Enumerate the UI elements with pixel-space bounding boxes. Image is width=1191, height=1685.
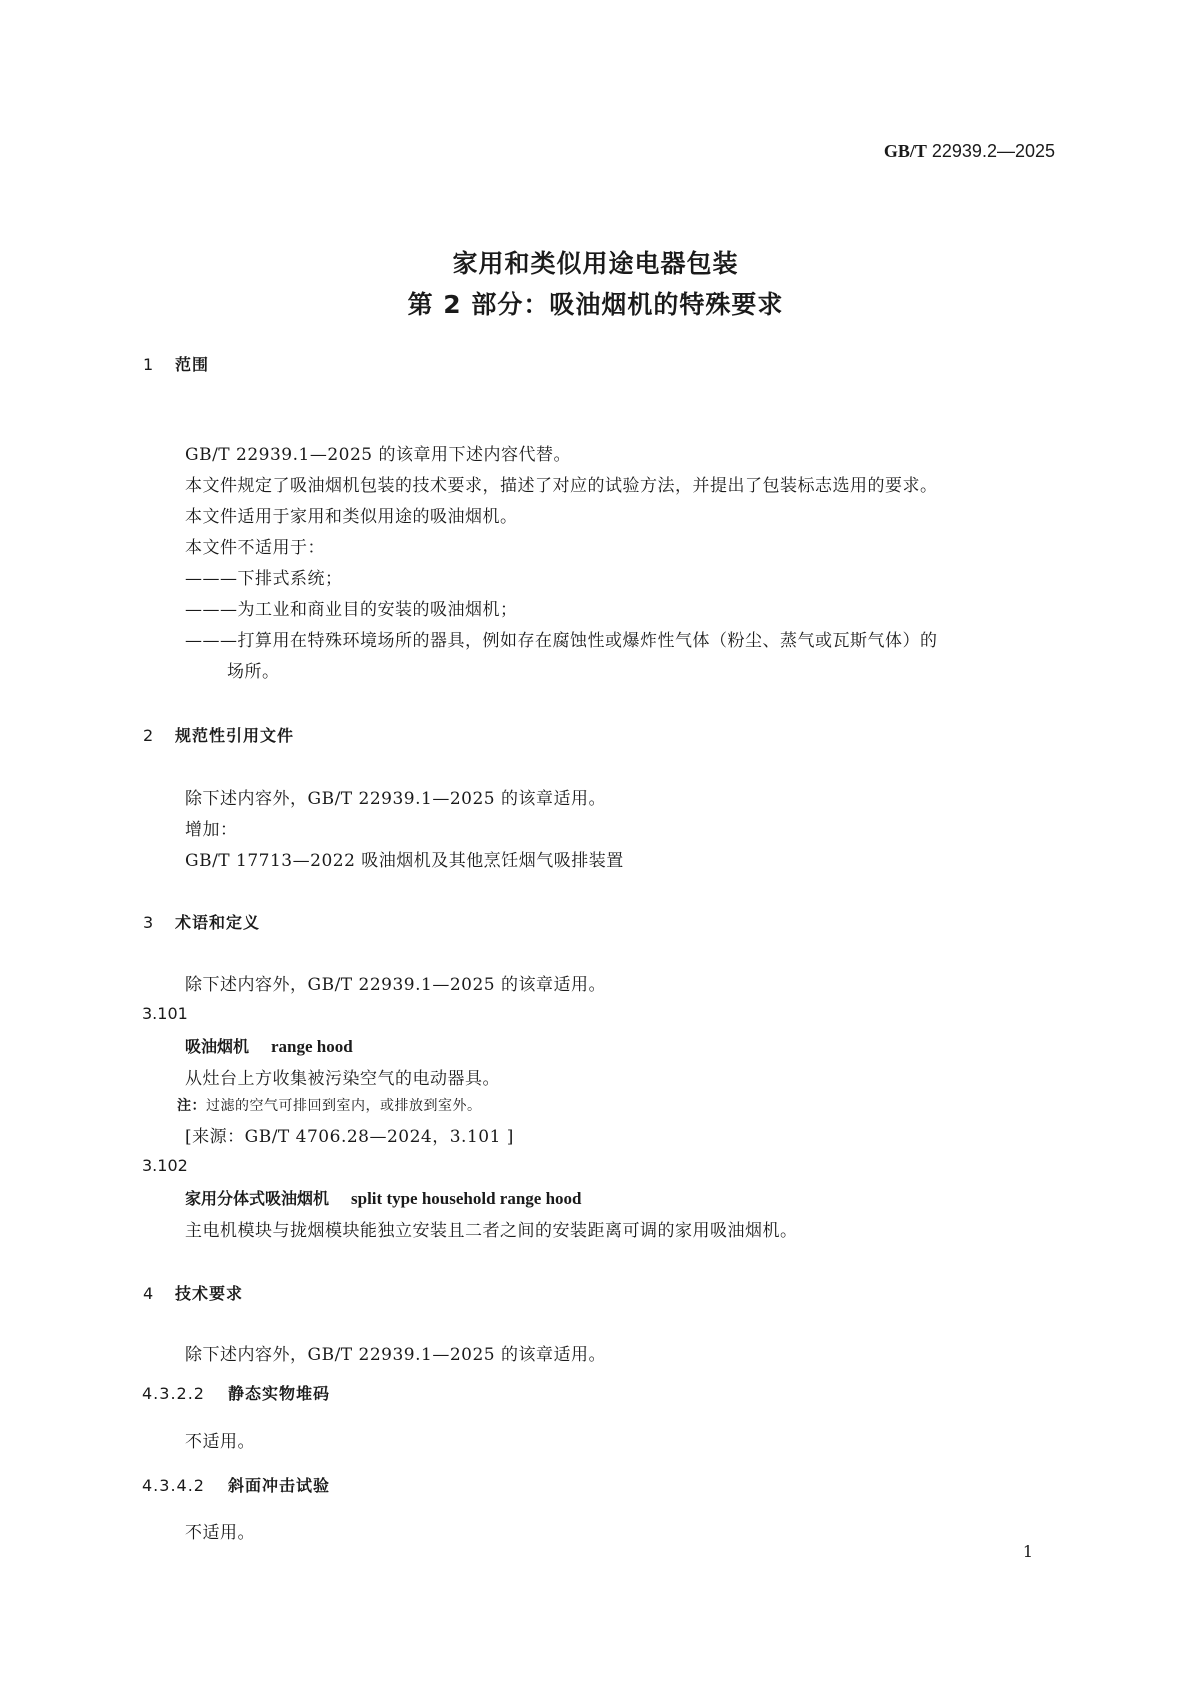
section-title: 技术要求 bbox=[175, 1284, 244, 1303]
paragraph: 本文件规定了吸油烟机包装的技术要求，描述了对应的试验方法，并提出了包装标志选用的要求。 bbox=[185, 476, 938, 496]
section-2-heading bbox=[143, 723, 294, 746]
term-note bbox=[177, 1095, 482, 1115]
document-title-line1: 家用和类似用途电器包装 bbox=[452, 249, 739, 278]
note-label: 注： bbox=[177, 1098, 206, 1114]
term-cn: 吸油烟机 bbox=[185, 1037, 250, 1056]
term-definition: 主电机模块与拢烟模块能独立安装且二者之间的安装距离可调的家用吸油烟机。 bbox=[185, 1221, 798, 1241]
section-title: 范围 bbox=[175, 355, 210, 374]
standard-prefix: GB/T bbox=[883, 141, 927, 161]
paragraph: 除下述内容外，GB/T 22939.1—2025 的该章适用。 bbox=[185, 1345, 607, 1365]
list-item: ———为工业和商业目的安装的吸油烟机； bbox=[185, 600, 518, 620]
list-item: ———打算用在特殊环境场所的器具，例如存在腐蚀性或爆炸性气体（粉尘、蒸气或瓦斯气体）的 bbox=[185, 631, 938, 651]
subsection-title: 静态实物堆码 bbox=[228, 1384, 331, 1403]
section-3-heading bbox=[143, 910, 260, 933]
subsection-heading bbox=[142, 1473, 330, 1496]
paragraph: 不适用。 bbox=[185, 1432, 255, 1452]
section-4-heading bbox=[143, 1281, 243, 1304]
standard-number bbox=[884, 141, 1055, 162]
term-name bbox=[185, 1186, 582, 1209]
section-number: 4 bbox=[143, 1284, 155, 1303]
term-en: split type household range hood bbox=[351, 1189, 582, 1208]
list-item-continuation: 场所。 bbox=[227, 662, 280, 682]
paragraph: 除下述内容外，GB/T 22939.1—2025 的该章适用。 bbox=[185, 975, 607, 995]
note-text: 过滤的空气可排回到室内，或排放到室外。 bbox=[206, 1098, 482, 1114]
section-title: 规范性引用文件 bbox=[175, 726, 295, 745]
section-number: 1 bbox=[143, 355, 155, 374]
section-title: 术语和定义 bbox=[175, 913, 261, 932]
page-number: 1 bbox=[1022, 1542, 1033, 1561]
section-number: 3 bbox=[143, 913, 155, 932]
term-cn: 家用分体式吸油烟机 bbox=[185, 1189, 330, 1208]
paragraph: 本文件适用于家用和类似用途的吸油烟机。 bbox=[185, 507, 518, 527]
standard-code: 22939.2—2025 bbox=[931, 141, 1055, 161]
document-title-line2: 第 2 部分：吸油烟机的特殊要求 bbox=[407, 290, 784, 319]
list-item: ———下排式系统； bbox=[185, 569, 343, 589]
subsection-number: 4.3.2.2 bbox=[142, 1384, 205, 1403]
section-number: 2 bbox=[143, 726, 155, 745]
paragraph: 不适用。 bbox=[185, 1523, 255, 1543]
term-en: range hood bbox=[271, 1037, 353, 1056]
term-number: 3.102 bbox=[142, 1156, 188, 1175]
term-source: [来源：GB/T 4706.28—2024，3.101 ] bbox=[185, 1127, 514, 1147]
paragraph: 增加： bbox=[185, 820, 238, 840]
section-1-heading bbox=[143, 352, 209, 375]
subsection-heading bbox=[142, 1381, 330, 1404]
paragraph: 本文件不适用于： bbox=[185, 538, 325, 558]
subsection-title: 斜面冲击试验 bbox=[228, 1476, 331, 1495]
term-number: 3.101 bbox=[142, 1004, 188, 1023]
reference-item: GB/T 17713—2022 吸油烟机及其他烹饪烟气吸排装置 bbox=[185, 851, 624, 871]
term-name bbox=[185, 1034, 353, 1057]
paragraph: GB/T 22939.1—2025 的该章用下述内容代替。 bbox=[185, 445, 572, 465]
paragraph: 除下述内容外，GB/T 22939.1—2025 的该章适用。 bbox=[185, 789, 607, 809]
term-definition: 从灶台上方收集被污染空气的电动器具。 bbox=[185, 1069, 500, 1089]
subsection-number: 4.3.4.2 bbox=[142, 1476, 205, 1495]
